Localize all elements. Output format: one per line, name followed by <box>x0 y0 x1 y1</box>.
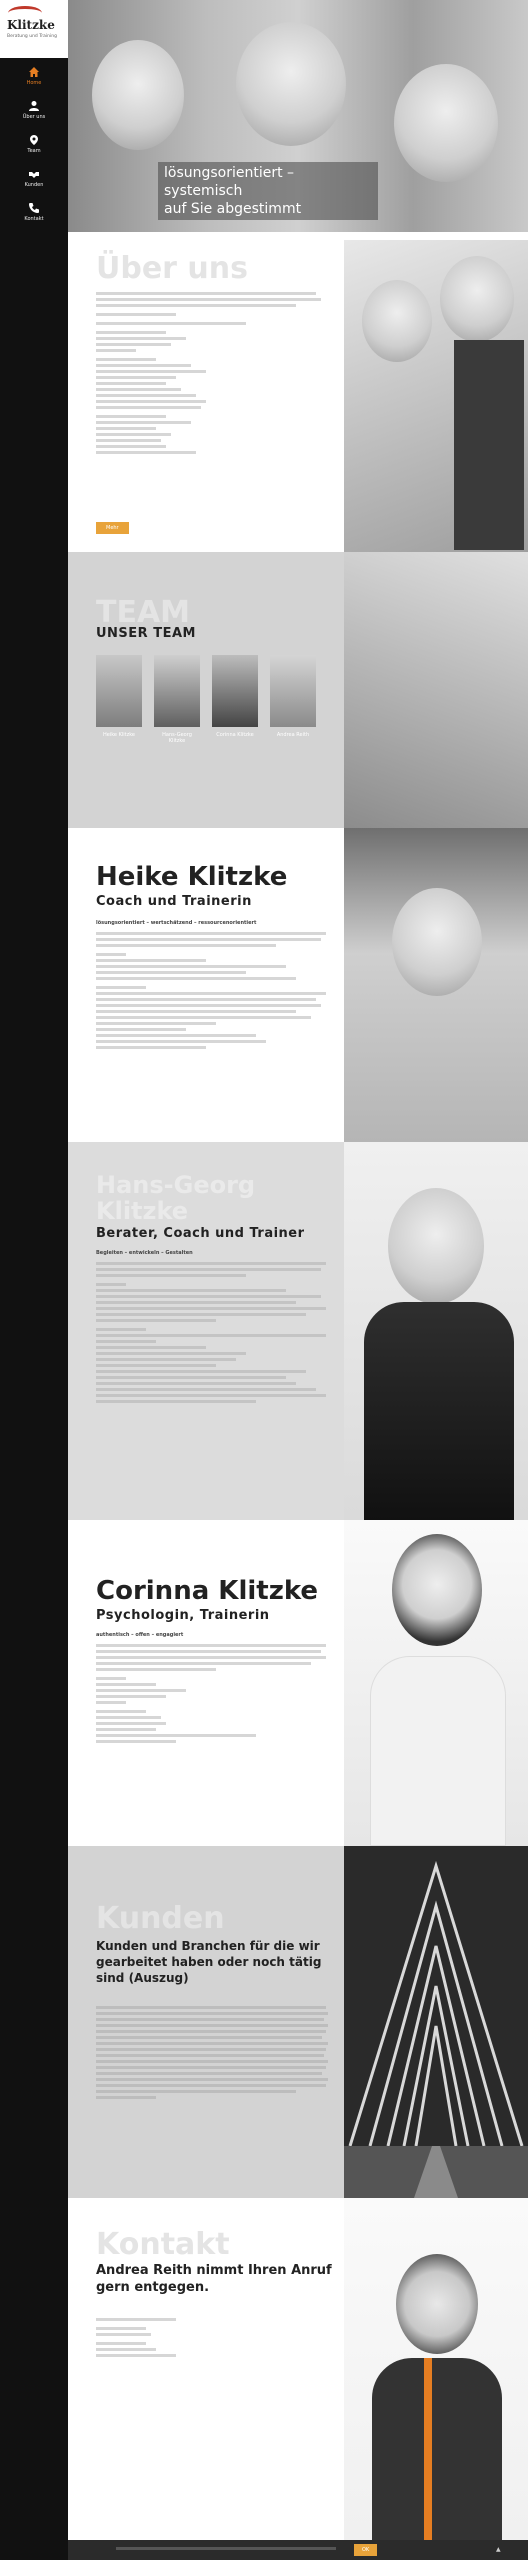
corinna-photo <box>344 1520 528 1846</box>
hero-banner <box>68 0 528 232</box>
heike-text <box>96 932 336 1052</box>
team-card-andrea[interactable] <box>270 655 316 727</box>
kontakt-address <box>96 2318 296 2360</box>
hero-person-woman-glasses <box>394 64 498 182</box>
nav-kontakt-label: Kontakt <box>24 216 44 222</box>
logo-brand: Klitzke <box>7 18 55 32</box>
hansgeorg-text <box>96 1262 336 1406</box>
corinna-text <box>96 1644 336 1746</box>
hansgeorg-photo <box>344 1142 528 1520</box>
handshake-icon <box>28 168 40 180</box>
logo[interactable] <box>0 0 68 58</box>
corinna-role: Psychologin, Trainerin <box>96 1608 270 1623</box>
corinna-section <box>68 1520 528 1846</box>
corinna-motto: authentisch – offen – engagiert <box>96 1632 184 1638</box>
heike-role: Coach und Trainerin <box>96 894 252 909</box>
nav-team[interactable] <box>0 134 68 154</box>
main-content <box>68 0 528 2560</box>
hero-person-woman <box>92 40 184 150</box>
hero-tagline-line1: lösungsorientiert – systemisch <box>164 165 295 199</box>
phone-icon <box>28 202 40 214</box>
kunden-architecture-photo <box>344 1846 528 2198</box>
team-hands-photo <box>344 552 528 828</box>
nav-home-label: Home <box>26 80 42 86</box>
logo-tagline: Beratung und Training <box>7 34 57 39</box>
about-text <box>96 292 326 457</box>
heike-photo <box>344 828 528 1142</box>
heike-name: Heike Klitzke <box>96 862 288 892</box>
team-subtitle: UNSER TEAM <box>96 626 196 641</box>
nav-team-label: Team <box>27 148 41 154</box>
kunden-section <box>68 1846 528 2198</box>
kontakt-section <box>68 2198 528 2540</box>
heike-motto: lösungsorientiert – wertschätzend – ressourcenorientiert <box>96 920 257 926</box>
team-card-corinna[interactable] <box>212 655 258 727</box>
nav-kunden[interactable] <box>0 168 68 188</box>
sidebar <box>0 0 68 2560</box>
kontakt-title: Kontakt <box>96 2227 230 2262</box>
kunden-text <box>96 2006 336 2102</box>
cookie-banner <box>68 2540 528 2560</box>
hero-tagline-line2: auf Sie abgestimmt <box>164 201 302 217</box>
nav-kunden-label: Kunden <box>24 182 44 188</box>
team-name-andrea: Andrea Reith <box>276 732 310 738</box>
hero-person-man <box>236 22 346 146</box>
map-pin-icon <box>28 134 40 146</box>
kunden-title: Kunden <box>96 1901 225 1936</box>
team-card-hansgeorg[interactable] <box>154 655 200 727</box>
about-couple-photo <box>344 240 528 552</box>
kunden-subtitle: Kunden und Branchen für die wir gearbeitet haben oder noch tätig sind (Auszug) <box>96 1939 322 1985</box>
nav-about-label: Über uns <box>22 114 46 120</box>
kontakt-subtitle: Andrea Reith nimmt Ihren Anruf gern entgegen. <box>96 2263 332 2295</box>
corinna-name: Corinna Klitzke <box>96 1576 319 1606</box>
andrea-photo <box>344 2198 528 2540</box>
cookie-ok-button[interactable]: OK <box>354 2544 377 2556</box>
user-icon <box>28 100 40 112</box>
hansgeorg-motto: Begleiten – entwickeln – Gestalten <box>96 1250 193 1256</box>
team-name-hansgeorg: Hans-Georg Klitzke <box>162 732 192 744</box>
hero-tagline <box>158 162 378 220</box>
nav-about[interactable] <box>0 100 68 120</box>
team-title: TEAM <box>96 595 191 630</box>
nav-home[interactable] <box>0 66 68 86</box>
home-icon <box>28 66 40 78</box>
hansgeorg-name-line2: Klitzke <box>96 1197 189 1225</box>
nav-kontakt[interactable] <box>0 202 68 222</box>
hansgeorg-section <box>68 1142 528 1520</box>
team-card-heike[interactable] <box>96 655 142 727</box>
heike-section <box>68 828 528 1142</box>
team-name-heike: Heike Klitzke <box>102 732 136 738</box>
about-title: Über uns <box>96 251 248 286</box>
hansgeorg-role: Berater, Coach und Trainer <box>96 1226 305 1241</box>
hansgeorg-name <box>96 1172 255 1224</box>
about-section <box>68 232 528 552</box>
team-name-corinna: Corinna Klitzke <box>216 732 254 738</box>
hansgeorg-name-line1: Hans-Georg <box>96 1171 256 1199</box>
scroll-to-top-icon[interactable]: ▲ <box>496 2546 501 2553</box>
about-more-button[interactable]: Mehr <box>96 522 129 534</box>
